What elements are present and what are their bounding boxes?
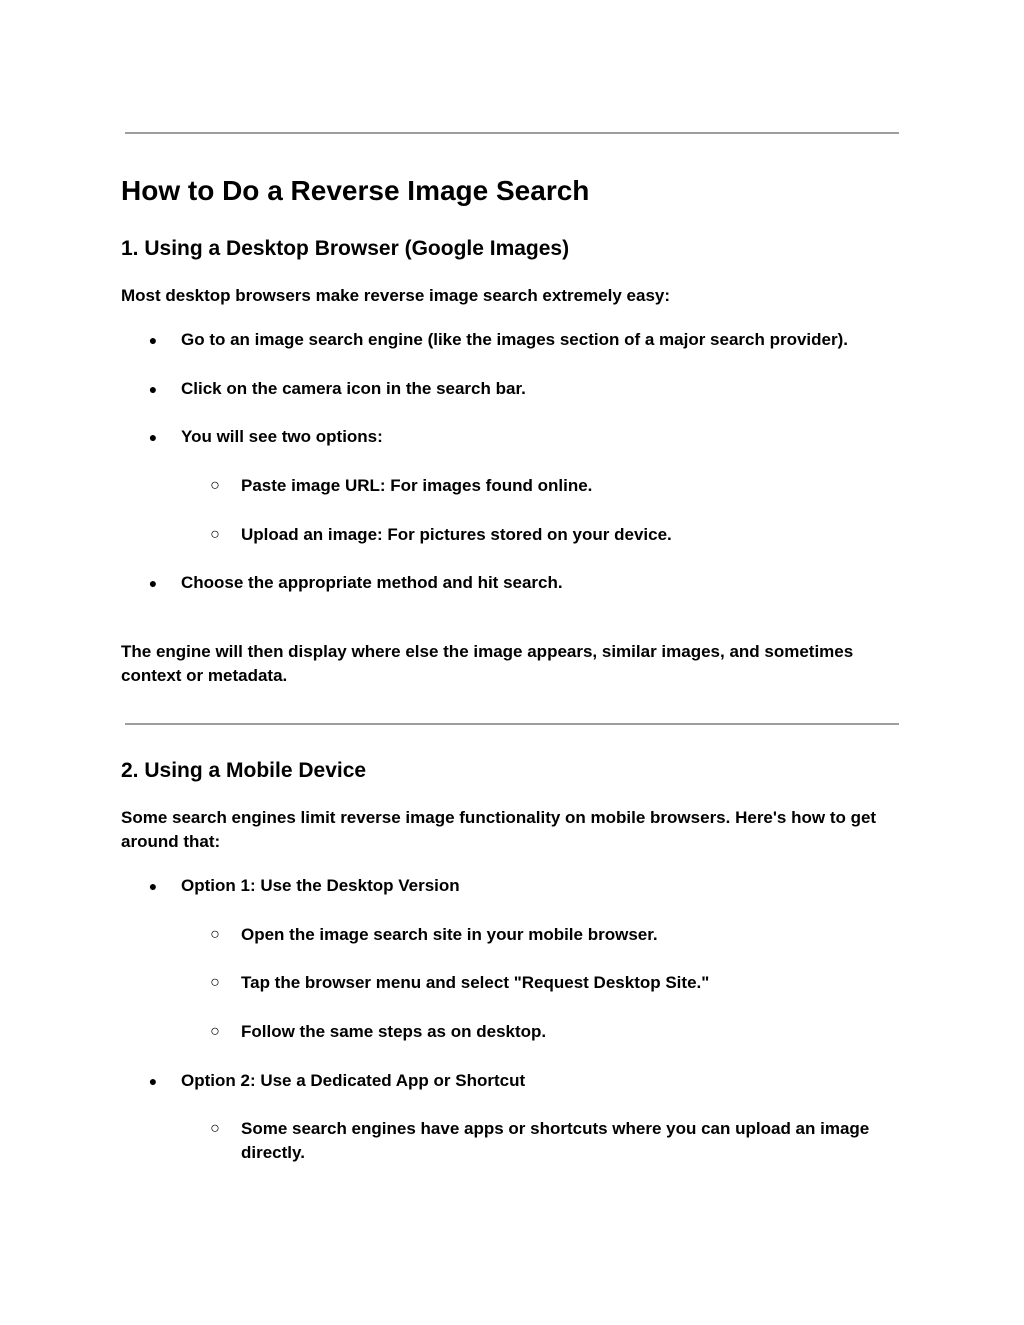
paragraph: Some search engines limit reverse image functionality on mobile browsers. Here's how to get around that: — [121, 808, 877, 851]
list-item-text: Follow the same steps as on desktop. — [241, 1022, 547, 1041]
bullet-marker: ● — [148, 575, 158, 591]
list-item-text: You will see two options: — [181, 427, 383, 446]
section-heading: 2. Using a Mobile Device — [121, 759, 367, 782]
list-item-text: Go to an image search engine (like the images section of a major search provider). — [181, 330, 848, 349]
list-item — [148, 571, 563, 595]
list-item-text: Click on the camera icon in the search bar. — [181, 379, 526, 398]
list-item-text: Option 1: Use the Desktop Version — [181, 876, 460, 895]
list-item-text: Tap the browser menu and select "Request Desktop Site." — [241, 973, 710, 992]
circle-marker: ○ — [210, 1120, 220, 1137]
horizontal-rule — [125, 132, 899, 134]
list-item-text: Option 2: Use a Dedicated App or Shortcut — [181, 1071, 526, 1090]
sub-list-item — [210, 1020, 547, 1044]
horizontal-rule — [125, 723, 899, 725]
sub-list-item — [210, 1117, 891, 1165]
circle-marker: ○ — [210, 926, 220, 943]
paragraph: The engine will then display where else the image appears, similar images, and sometimes context or metadata. — [121, 642, 854, 685]
sub-list-item — [210, 523, 672, 547]
sub-list-item — [210, 923, 658, 947]
list-item — [148, 425, 383, 449]
circle-marker: ○ — [210, 974, 220, 991]
circle-marker: ○ — [210, 477, 220, 494]
sub-list-item — [210, 474, 593, 498]
list-item-text: Some search engines have apps or shortcuts where you can upload an image directly. — [241, 1119, 870, 1162]
list-item — [148, 377, 526, 401]
list-item — [148, 874, 460, 898]
page-title: How to Do a Reverse Image Search — [121, 175, 590, 206]
paragraph: Most desktop browsers make reverse image search extremely easy: — [121, 286, 671, 305]
list-item-text: Open the image search site in your mobile browser. — [241, 925, 658, 944]
list-item — [148, 328, 848, 352]
circle-marker: ○ — [210, 526, 220, 543]
sub-list-item — [210, 971, 710, 995]
bullet-marker: ● — [148, 429, 158, 445]
list-item-text: Choose the appropriate method and hit search. — [181, 573, 563, 592]
list-item — [148, 1069, 526, 1093]
list-item-text: Upload an image: For pictures stored on your device. — [241, 525, 672, 544]
bullet-marker: ● — [148, 878, 158, 894]
bullet-marker: ● — [148, 1073, 158, 1089]
section-heading: 1. Using a Desktop Browser (Google Images) — [121, 237, 570, 260]
circle-marker: ○ — [210, 1023, 220, 1040]
bullet-marker: ● — [148, 381, 158, 397]
bullet-marker: ● — [148, 332, 158, 348]
list-item-text: Paste image URL: For images found online. — [241, 476, 593, 495]
